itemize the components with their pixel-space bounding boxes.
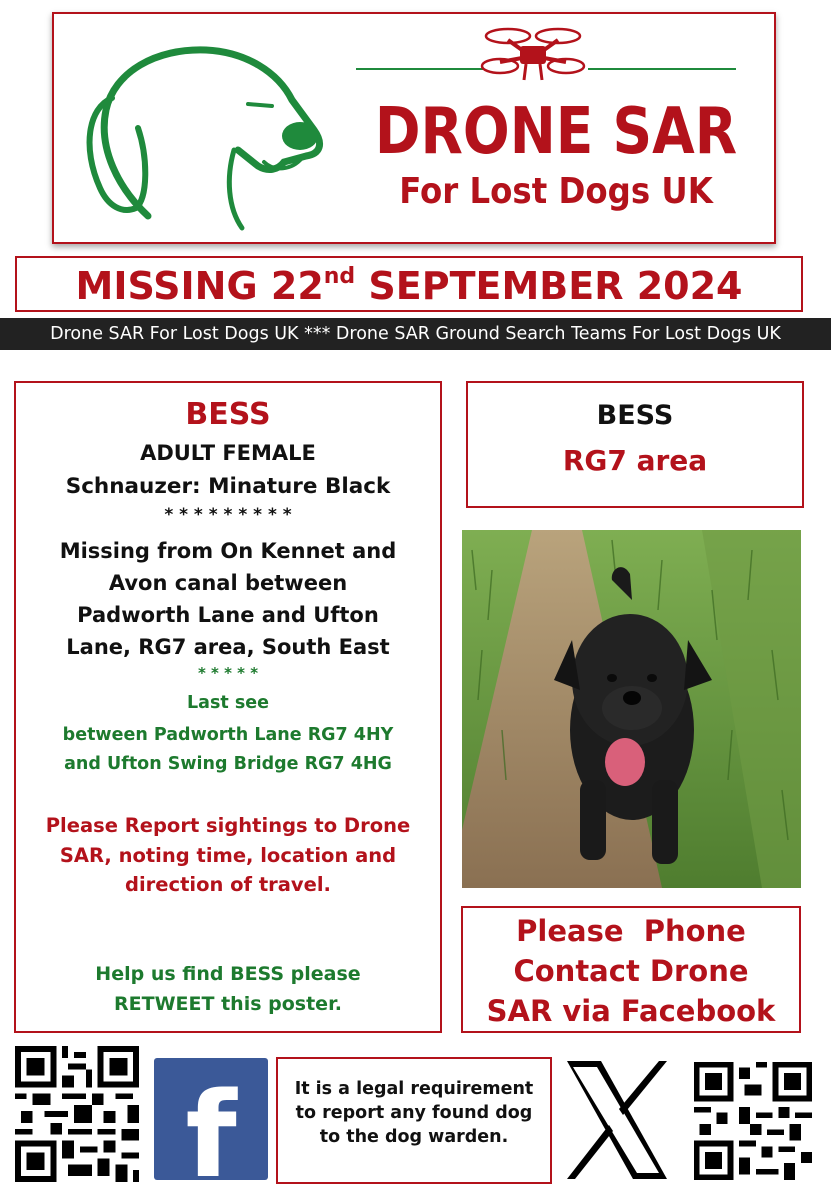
tagline-banner: Drone SAR For Lost Dogs UK *** Drone SAR Ground Search Teams For Lost Dogs UK — [0, 318, 831, 350]
divider-stars-2: * * * * * — [197, 664, 259, 682]
logo-line-right — [588, 68, 736, 70]
brand-subtitle: For Lost Dogs UK — [399, 171, 713, 212]
legal-line: to the dog warden. — [319, 1127, 509, 1147]
x-logo-icon — [563, 1057, 671, 1183]
contact-box — [461, 906, 801, 1033]
missing-date-box — [15, 256, 803, 312]
qr-code-icon — [14, 1046, 140, 1182]
missing-date-rest: SEPTEMBER 2024 — [355, 264, 743, 308]
missing-from-line: Avon canal between — [108, 571, 348, 595]
missing-from-line: Missing from On Kennet and — [59, 539, 397, 563]
dog-name-right: BESS — [596, 400, 674, 431]
divider-stars-1: * * * * * * * * * — [164, 505, 292, 525]
legal-notice-box — [276, 1057, 552, 1184]
contact-line: Please Phone — [516, 914, 746, 948]
legal-line: to report any found dog — [295, 1103, 533, 1123]
report-line: Please Report sightings to Drone — [45, 814, 411, 837]
missing-from-line: Padworth Lane and Ufton — [77, 603, 379, 627]
last-seen-line: Last see — [187, 693, 269, 713]
missing-date-suffix: nd — [323, 264, 356, 289]
report-line: direction of travel. — [125, 873, 331, 896]
dog-head-logo-icon — [78, 38, 334, 238]
brand-title: DRONE SAR — [374, 95, 738, 169]
report-line: SAR, noting time, location and — [59, 844, 397, 867]
qr-code-icon — [694, 1062, 812, 1180]
missing-date — [17, 262, 801, 310]
dog-area: RG7 area — [562, 444, 708, 477]
retweet-line: RETWEET this poster. — [114, 993, 342, 1015]
drone-icon — [478, 22, 588, 86]
dog-name: BESS — [185, 397, 271, 432]
legal-notice — [278, 1077, 550, 1149]
retweet-line: Help us find BESS please — [95, 963, 361, 985]
facebook-letter: f — [185, 1066, 237, 1200]
legal-line: It is a legal requirement — [294, 1079, 534, 1099]
last-seen-line: and Ufton Swing Bridge RG7 4HG — [64, 754, 392, 774]
missing-date-prefix: MISSING 22 — [75, 264, 324, 308]
dog-age-sex: ADULT FEMALE — [140, 441, 316, 465]
logo-line-left — [356, 68, 484, 70]
last-seen-line: between Padworth Lane RG7 4HY — [62, 725, 394, 745]
facebook-icon — [154, 1058, 268, 1200]
dog-photo — [462, 530, 801, 888]
dog-info-box — [14, 381, 442, 1033]
dog-breed: Schnauzer: Minature Black — [65, 474, 391, 499]
missing-from-line: Lane, RG7 area, South East — [66, 635, 390, 659]
dog-name-area-box — [466, 381, 804, 508]
contact-line: SAR via Facebook — [486, 994, 776, 1028]
contact-line: Contact Drone — [513, 954, 749, 988]
